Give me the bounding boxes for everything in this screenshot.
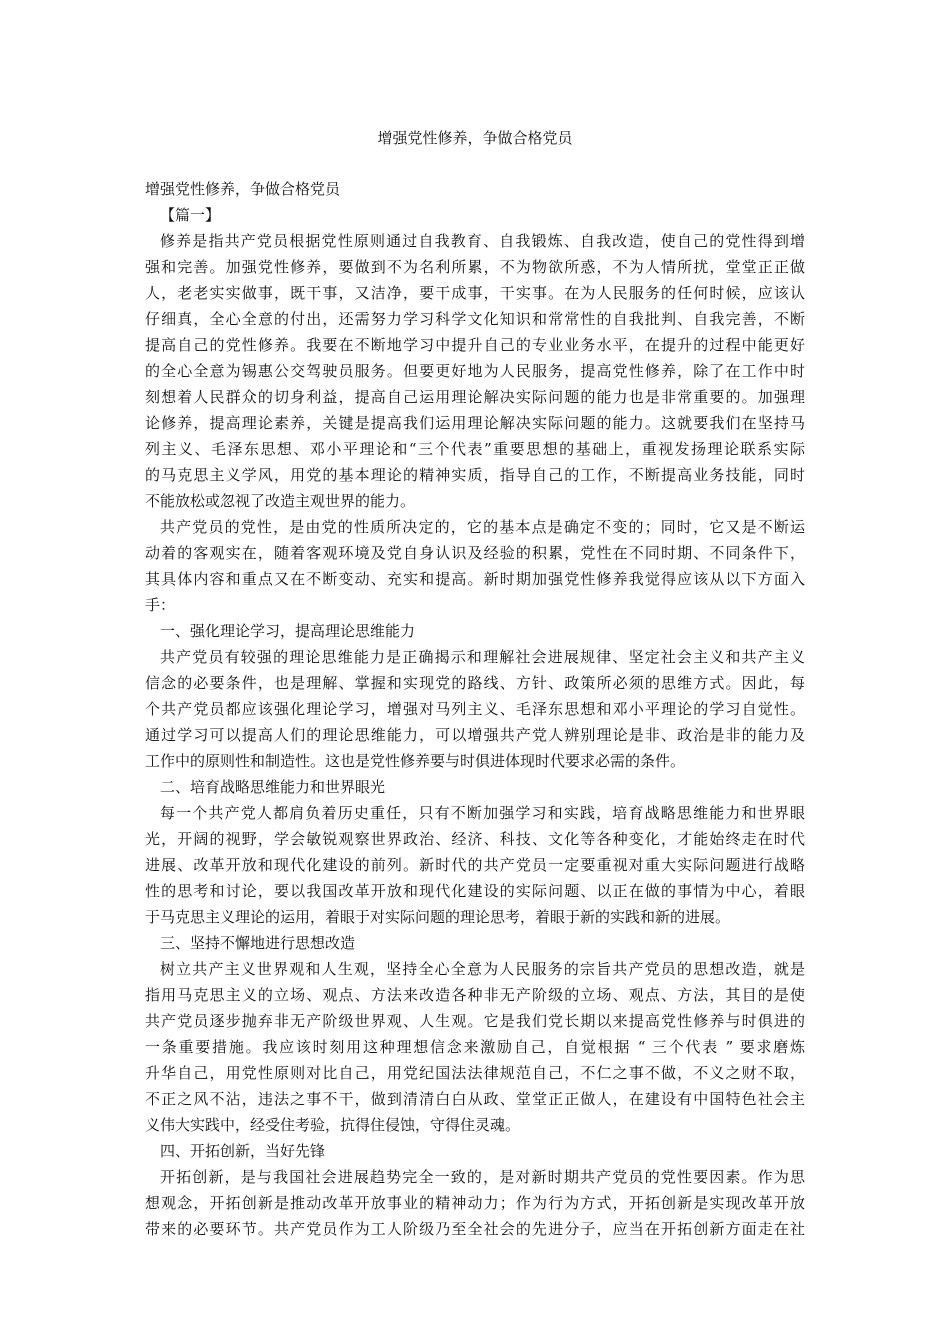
text-line: 手： (145, 596, 176, 614)
text-line: 其具体内容和重点又在不断变动、充实和提高。新时期加强党性修养我觉得应该从以下方面入 (145, 570, 805, 588)
text-line: 仔细真，全心全意的付出，还需努力学习科学文化知识和常常性的自我批判、自我完善，不断 (145, 310, 805, 328)
text-line: 于马克思主义理论的运用，着眼于对实际问题的理论思考，着眼于新的实践和新的进展。 (145, 908, 731, 926)
text-line: 共产党员有较强的理论思维能力是正确揭示和理解社会进展规律、坚定社会主义和共产主义 (160, 648, 805, 666)
text-line: 增强党性修养，争做合格党员 (145, 180, 341, 198)
text-line: 【篇一】 (160, 206, 221, 224)
text-line: 不能放松或忽视了改造主观世界的能力。 (145, 492, 416, 510)
text-line: 不正之风不沾，违法之事不干，做到清清白白从政、堂堂正正做人，在建设有中国特色社会主 (145, 1090, 805, 1108)
text-line: 修养是指共产党员根据党性原则通过自我教育、自我锻炼、自我改造，使自己的党性得到增 (160, 232, 805, 250)
text-line: 四、开拓创新，当好先锋 (160, 1142, 326, 1160)
text-line: 提高自己的党性修养。我要在不断地学习中提升自己的专业业务水平，在提升的过程中能更好 (145, 336, 805, 354)
text-line: 升华自己，用党性原则对比自己，用党纪国法法律规范自己，不仁之事不做，不义之财不取， (145, 1064, 805, 1082)
text-line: 性的思考和讨论，要以我国改革开放和现代化建设的实际问题、以正在做的事情为中心，着眼 (145, 882, 805, 900)
text-line: 指用马克思主义的立场、观点、方法来改造各种非无产阶级的立场、观点、方法，其目的是使 (145, 986, 805, 1004)
text-line: 进展、改革开放和现代化建设的前列。新时代的共产党员一定要重视对重大实际问题进行战略 (145, 856, 805, 874)
text-line: 开拓创新，是与我国社会进展趋势完全一致的，是对新时期共产党员的党性要因素。作为思 (160, 1168, 805, 1186)
text-line: 一条重要措施。我应该时刻用这种理想信念来激励自己，自觉根据 “ 三个代表 ” 要求磨炼 (145, 1038, 805, 1056)
text-line: 工作中的原则性和制造性。这也是党性修养要与时俱进体现时代要求必需的条件。 (145, 752, 686, 770)
text-line: 个共产党员都应该强化理论学习，增强对马列主义、毛泽东思想和邓小平理论的学习自觉性。 (145, 700, 805, 718)
text-line: 带来的必要环节。共产党员作为工人阶级乃至全社会的先进分子，应当在开拓创新方面走在社 (145, 1220, 805, 1238)
text-line: 一、强化理论学习，提高理论思维能力 (160, 622, 416, 640)
text-line: 刻想着人民群众的切身利益，提高自己运用理论解决实际问题的能力也是非常重要的。加强理 (145, 388, 805, 406)
text-line: 通过学习可以提高人们的理论思维能力，可以增强共产党人辨别理论是非、政治是非的能力及 (145, 726, 805, 744)
text-line: 论修养，提高理论素养，关键是提高我们运用理论解决实际问题的能力。这就要我们在坚持马 (145, 414, 805, 432)
text-line: 人，老老实实做事，既干事，又洁净，要干成事，干实事。在为人民服务的任何时候，应该认 (145, 284, 805, 302)
text-line: 信念的必要条件，也是理解、掌握和实现党的路线、方针、政策所必须的思维方式。因此，每 (145, 674, 805, 692)
text-line: 二、培育战略思维能力和世界眼光 (160, 778, 386, 796)
text-line: 光，开阔的视野，学会敏锐观察世界政治、经济、科技、文化等各种变化，才能始终走在时代 (145, 830, 805, 848)
text-line: 想观念，开拓创新是推动改革开放事业的精神动力；作为行为方式，开拓创新是实现改革开放 (145, 1194, 805, 1212)
text-line: 树立共产主义世界观和人生观，坚持全心全意为人民服务的宗旨共产党员的思想改造，就是 (160, 960, 805, 978)
text-line: 的全心全意为锡惠公交驾驶员服务。但要更好地为人民服务，提高党性修养，除了在工作中时 (145, 362, 805, 380)
text-line: 共产党员逐步抛弃非无产阶级世界观、人生观。它是我们党长期以来提高党性修养与时俱进的 (145, 1012, 805, 1030)
text-line: 强和完善。加强党性修养，要做到不为名利所累，不为物欲所惑，不为人情所扰，堂堂正正做 (145, 258, 805, 276)
text-line: 的马克思主义学风，用党的基本理论的精神实质，指导自己的工作，不断提高业务技能，同时 (145, 466, 805, 484)
text-line: 义伟大实践中，经受住考验，抗得住侵蚀，守得住灵魂。 (145, 1116, 521, 1134)
text-line: 每一个共产党人都肩负着历史重任，只有不断加强学习和实践，培育战略思维能力和世界眼 (160, 804, 805, 822)
text-line: 列主义、毛泽东思想、邓小平理论和“三个代表”重要思想的基础上，重视发扬理论联系实际 (145, 440, 805, 458)
text-line: 三、坚持不懈地进行思想改造 (160, 934, 356, 952)
text-line: 共产党员的党性，是由党的性质所决定的，它的基本点是确定不变的；同时，它又是不断运 (160, 518, 805, 536)
document-body (145, 176, 805, 1242)
text-line: 动着的客观实在，随着客观环境及党自身认识及经验的积累，党性在不同时期、不同条件下， (145, 544, 805, 562)
document-title: 增强党性修养，争做合格党员 (377, 129, 573, 147)
